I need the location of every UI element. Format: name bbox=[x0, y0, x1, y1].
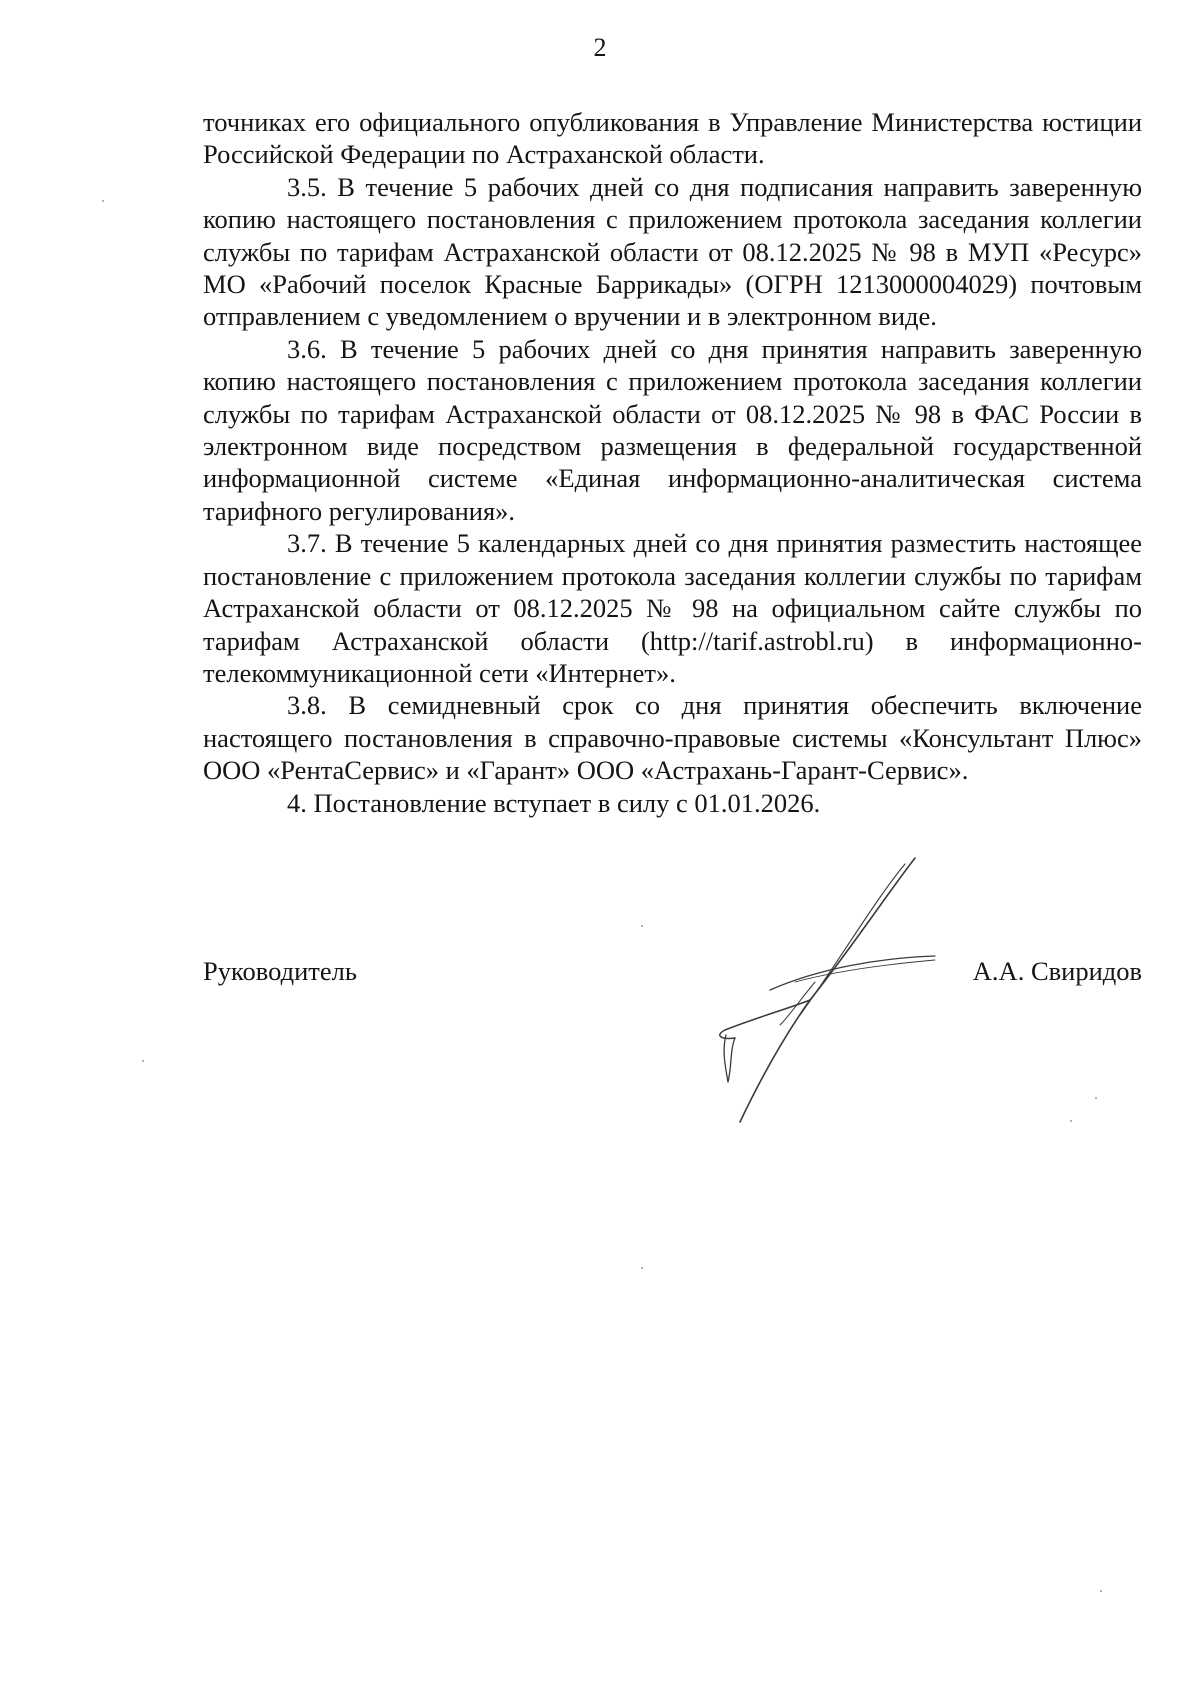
handwritten-signature bbox=[700, 850, 940, 1130]
scan-speck bbox=[1070, 1120, 1072, 1122]
paragraph-continuation: точниках его официального опубликования в Управление Министерства юстиции Российской Федерации по Астраханской области. bbox=[203, 107, 1142, 170]
scan-speck bbox=[641, 925, 643, 927]
scan-speck bbox=[1100, 1590, 1102, 1592]
paragraph-3-6: 3.6. В течение 5 рабочих дней со дня принятия направить заверенную копию настоящего постановления с приложением протокола заседания коллегии службы по тарифам Астраханской области от 08.12.2025 № 98 в ФАС России в электронном виде посредством размещения в федеральной государственной информационной системе «Единая информационно-аналитическая система тарифного регулирования». bbox=[203, 333, 1142, 526]
paragraph-3-7: 3.7. В течение 5 календарных дней со дня принятия разместить настоящее постановление с приложением протокола заседания коллегии службы по тарифам Астраханской области от 08.12.2025 № 98 на официальном сайте службы по тарифам Астраханской области (http://tarif.astrobl.ru) в информационно-телекоммуникационной сети «Интернет». bbox=[203, 528, 1142, 688]
scan-speck bbox=[641, 1267, 643, 1269]
page-number: 2 bbox=[593, 33, 607, 62]
document-body bbox=[203, 106, 1142, 819]
signatory-name: А.А. Свиридов bbox=[972, 956, 1142, 986]
signature-block bbox=[203, 955, 1142, 995]
paragraph-3-8: 3.8. В семидневный срок со дня принятия обеспечить включение настоящего постановления в справочно-правовые системы «Консультант Плюс» ООО «РентаСервис» и «Гарант» ООО «Астрахань-Гарант-Сервис». bbox=[203, 690, 1142, 786]
paragraph-4: 4. Постановление вступает в силу с 01.01.2026. bbox=[287, 787, 821, 818]
scan-speck bbox=[142, 1060, 144, 1062]
scan-speck bbox=[102, 200, 104, 202]
signatory-title: Руководитель bbox=[203, 956, 357, 986]
paragraph-3-5: 3.5. В течение 5 рабочих дней со дня подписания направить заверенную копию настоящего постановления с приложением протокола заседания коллегии службы по тарифам Астраханской области от 08.12.2025 № 98 в МУП «Ресурс» МО «Рабочий поселок Красные Баррикады» (ОГРН 1213000004029) почтовым отправлением с уведомлением о вручении и в электронном виде. bbox=[203, 171, 1142, 332]
scan-speck bbox=[1095, 1097, 1097, 1099]
